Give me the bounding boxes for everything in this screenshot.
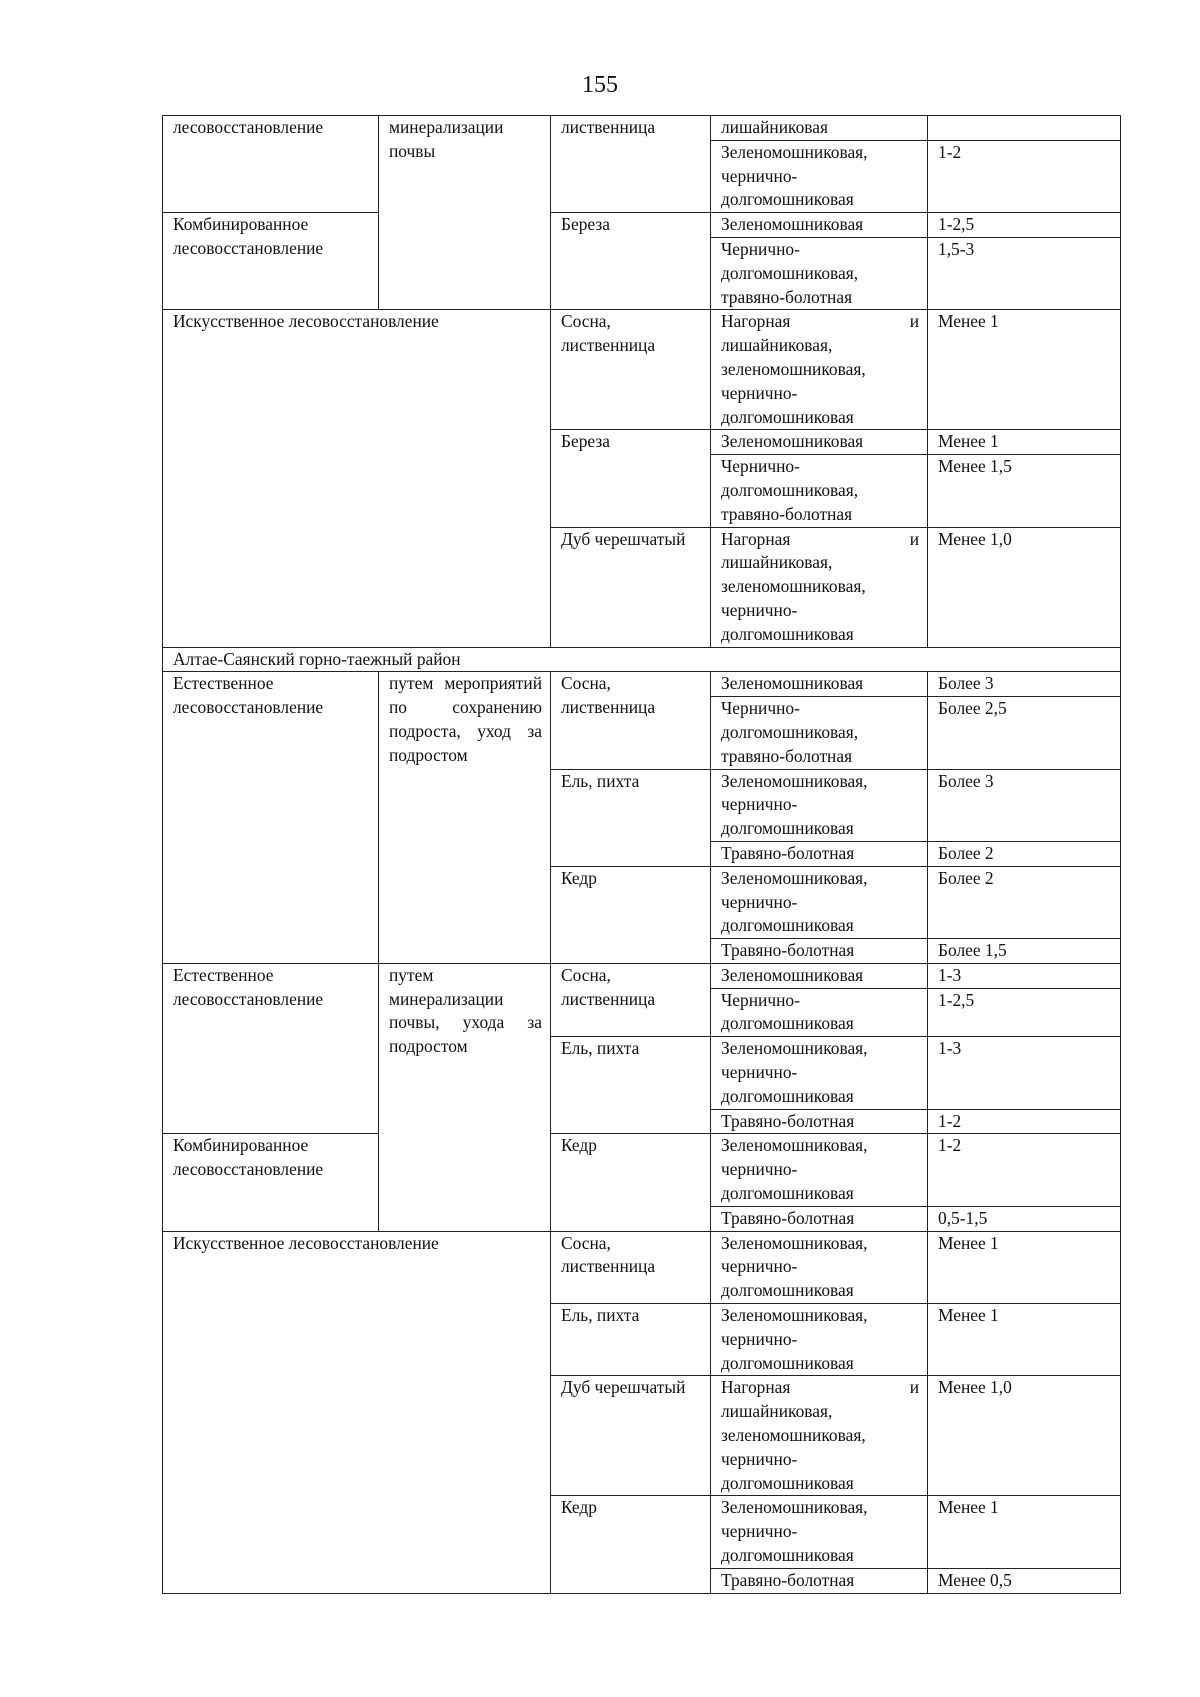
table-cell: лишайниковая [711,116,928,141]
table-cell: Зеленомошниковая, чернично-долгомошниковая [711,866,928,938]
table-row [163,310,1121,430]
table-cell: 1-3 [928,1037,1121,1109]
table-cell: 0,5-1,5 [928,1206,1121,1231]
table-cell: Ель, пихта [551,769,711,866]
table-cell: Менее 1,5 [928,455,1121,527]
table-row [163,213,1121,238]
page-number: 155 [582,72,618,98]
table-cell: лесовосстановление [163,116,379,213]
table-cell: лиственница [551,116,711,213]
table-cell: Более 2,5 [928,697,1121,769]
table-row [163,1134,1121,1206]
table-cell: Естественное лесовосстановление [163,963,379,1134]
table-cell: Более 2 [928,841,1121,866]
table-cell: Кедр [551,1134,711,1231]
table-cell: 1-2 [928,1134,1121,1206]
table-cell: Травяно-болотная [711,1568,928,1593]
table-cell: 1-2,5 [928,988,1121,1037]
table-cell: Менее 1 [928,1496,1121,1568]
table-cell: Кедр [551,1496,711,1593]
table-cell: Чернично-долгомошниковая, травяно-болотная [711,697,928,769]
table-cell: Зеленомошниковая, чернично-долгомошниковая [711,1231,928,1303]
table-cell: Зеленомошниковая [711,430,928,455]
table-cell: Ель, пихта [551,1037,711,1134]
table-cell: Нагорная и лишайниковая, зеленомошниковая, чернично-долгомошниковая [711,527,928,647]
table-cell [928,116,1121,141]
table-cell: Искусственное лесовосстановление [163,310,551,647]
table-cell: Менее 1,0 [928,527,1121,647]
table-cell: Дуб черешчатый [551,1376,711,1496]
table-row [163,672,1121,697]
table-cell: Сосна, лиственница [551,1231,711,1303]
table-cell: минерализации почвы [379,116,551,310]
table-row [163,1231,1121,1303]
forest-regeneration-table [162,115,1121,1594]
table-cell: 1-2,5 [928,213,1121,238]
table-row [163,647,1121,672]
table-cell: Естественное лесовосстановление [163,672,379,964]
table-cell: Более 1,5 [928,939,1121,964]
table-row [163,963,1121,988]
table-cell: Чернично-долгомошниковая [711,988,928,1037]
table-cell: Зеленомошниковая [711,963,928,988]
table-cell: Менее 1,0 [928,1376,1121,1496]
table-cell: Травяно-болотная [711,1109,928,1134]
table-cell: Более 2 [928,866,1121,938]
table-cell: Сосна, лиственница [551,672,711,769]
table-cell: Чернично-долгомошниковая, травяно-болотная [711,455,928,527]
table-cell: 1-2 [928,1109,1121,1134]
table-cell: Зеленомошниковая [711,672,928,697]
table-cell: 1,5-3 [928,237,1121,309]
table-cell: путем мероприятий по сохранению подроста, уход за подростом [379,672,551,964]
table-cell: Зеленомошниковая, чернично-долгомошниковая [711,1037,928,1109]
table-cell: 1-3 [928,963,1121,988]
table-cell: путем минерализации почвы, ухода за подростом [379,963,551,1231]
table-cell: Более 3 [928,672,1121,697]
table-cell: Зеленомошниковая [711,213,928,238]
table-cell: Зеленомошниковая, чернично-долгомошниковая [711,1496,928,1568]
table-cell: Травяно-болотная [711,841,928,866]
table-cell: Травяно-болотная [711,939,928,964]
table-cell: Нагорная и лишайниковая, зеленомошниковая, чернично-долгомошниковая [711,310,928,430]
table-cell: Нагорная и лишайниковая, зеленомошниковая, чернично-долгомошниковая [711,1376,928,1496]
table-cell: Зеленомошниковая, чернично-долгомошниковая [711,140,928,212]
table-cell: 1-2 [928,140,1121,212]
table-cell: Зеленомошниковая, чернично-долгомошниковая [711,1134,928,1206]
table-cell: Береза [551,213,711,310]
table-cell: Ель, пихта [551,1304,711,1376]
table-cell: Зеленомошниковая, чернично-долгомошниковая [711,769,928,841]
table-cell: Менее 1 [928,1231,1121,1303]
table-cell: Искусственное лесовосстановление [163,1231,551,1593]
table-cell: Сосна, лиственница [551,310,711,430]
table-cell: Менее 1 [928,1304,1121,1376]
table-cell: Кедр [551,866,711,963]
table-cell: Чернично-долгомошниковая, травяно-болотная [711,237,928,309]
table-cell: Травяно-болотная [711,1206,928,1231]
table-cell: Комбинированное лесовосстановление [163,1134,379,1231]
table-row [163,116,1121,141]
table-cell: Береза [551,430,711,527]
table-cell: Более 3 [928,769,1121,841]
table-cell: Сосна, лиственница [551,963,711,1036]
table-cell: Менее 1 [928,430,1121,455]
table-cell: Менее 0,5 [928,1568,1121,1593]
table-cell: Дуб черешчатый [551,527,711,647]
table-cell: Зеленомошниковая, чернично-долгомошниковая [711,1304,928,1376]
region-heading: Алтае-Саянский горно-таежный район [163,647,1121,672]
table-cell: Комбинированное лесовосстановление [163,213,379,310]
table-cell: Менее 1 [928,310,1121,430]
